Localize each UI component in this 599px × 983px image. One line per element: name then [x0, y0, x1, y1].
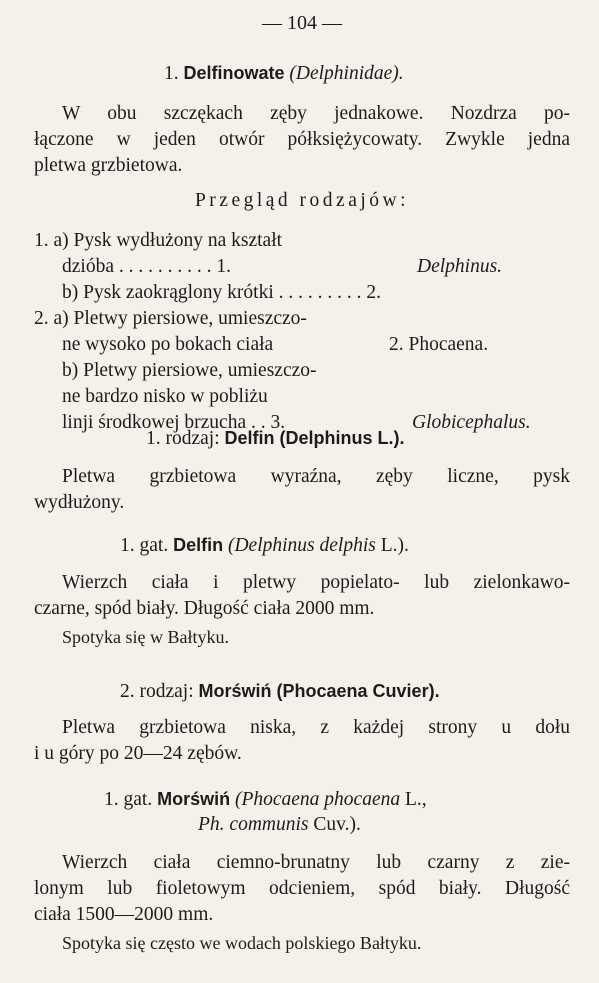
species2-author: L.,: [405, 789, 427, 810]
text-line: Wierzch ciała i pletwy popielato- lub zielonkawo-: [62, 572, 570, 593]
species1-latin: (Delphinus delphis: [227, 535, 376, 556]
text-line: wydłużony.: [34, 492, 125, 513]
text-line: W obu szczękach zęby jednakowe. Nozdrza po-: [62, 103, 570, 124]
page-number: — 104 —: [262, 12, 342, 34]
species1-range: Spotyka się w Bałtyku.: [62, 627, 229, 647]
key-row: ne wysoko po bokach ciała 2. Phocaena.: [62, 334, 489, 355]
genus2-label: 2. rodzaj:: [120, 681, 194, 702]
genus2-heading: [120, 678, 440, 705]
key-row: b) Pletwy piersiowe, umieszczo-: [62, 360, 317, 381]
text-line: łączone w jeden otwór półksiężycowaty. Zwykle jedna: [34, 129, 570, 150]
key-row: 2. a) Pletwy piersiowe, umieszczo-: [34, 308, 307, 329]
genus2-name: Morświń (Phocaena Cuvier).: [198, 681, 440, 701]
genus-key: [34, 228, 570, 438]
species2-name: Morświń: [157, 789, 231, 809]
species1-heading: [120, 532, 409, 559]
key-row: b) Pysk zaokrąglony krótki . . . . . . . . . 2.: [62, 282, 382, 303]
species2-syn-author: Cuv.).: [313, 814, 361, 835]
species1-name: Delfin: [173, 535, 224, 555]
family-description: [34, 101, 570, 179]
text-line: czarne, spód biały. Długość ciała 2000 mm.: [34, 598, 375, 619]
genus1-name: Delfin (Delphinus L.).: [224, 428, 405, 448]
key-row: dzióba . . . . . . . . . . 1. Delphinus.: [62, 256, 503, 277]
genus1-description: [34, 464, 570, 516]
key-row: 1. a) Pysk wydłużony na kształt: [34, 230, 283, 251]
species2-syn-latin: Ph. communis: [198, 814, 309, 835]
genus1-heading: [146, 425, 405, 452]
species1-label: 1. gat.: [120, 535, 169, 556]
family-number: 1.: [164, 63, 179, 84]
text-line: Pletwa grzbietowa niska, z każdej strony u dołu: [62, 717, 570, 738]
text-line: pletwa grzbietowa.: [34, 155, 183, 176]
text-line: ciała 1500—2000 mm.: [34, 904, 214, 925]
text-line: Pletwa grzbietowa wyraźna, zęby liczne, pysk: [62, 466, 570, 487]
species2-heading: [104, 786, 427, 813]
key-row: ne bardzo nisko w pobliżu: [62, 386, 268, 407]
text-line: Wierzch ciała ciemno-brunatny lub czarny z zie-: [62, 852, 570, 873]
family-latin: (Delphinidae).: [289, 63, 404, 84]
genus2-description: [34, 715, 570, 767]
species2-label: 1. gat.: [104, 789, 153, 810]
species1-author: L.).: [380, 535, 409, 556]
key-heading: Przegląd rodzajów:: [194, 190, 410, 211]
family-heading: [164, 60, 404, 87]
text-line: i u góry po 20—24 zębów.: [34, 743, 242, 764]
species2-description: [34, 850, 570, 928]
species1-description: [34, 570, 570, 622]
genus1-label: 1. rodzaj:: [146, 428, 220, 449]
species2-range: Spotyka się często we wodach polskiego Bałtyku.: [62, 933, 422, 953]
family-name: Delfinowate: [183, 63, 285, 83]
book-page: [34, 0, 570, 983]
species2-synonym: [198, 812, 361, 838]
key-row: linji środkowej brzucha . . 3. Globicephalus.: [62, 412, 531, 433]
text-line: lonym lub fioletowym odcieniem, spód biały. Długość: [34, 878, 570, 899]
species2-latin: (Phocaena phocaena: [234, 789, 401, 810]
